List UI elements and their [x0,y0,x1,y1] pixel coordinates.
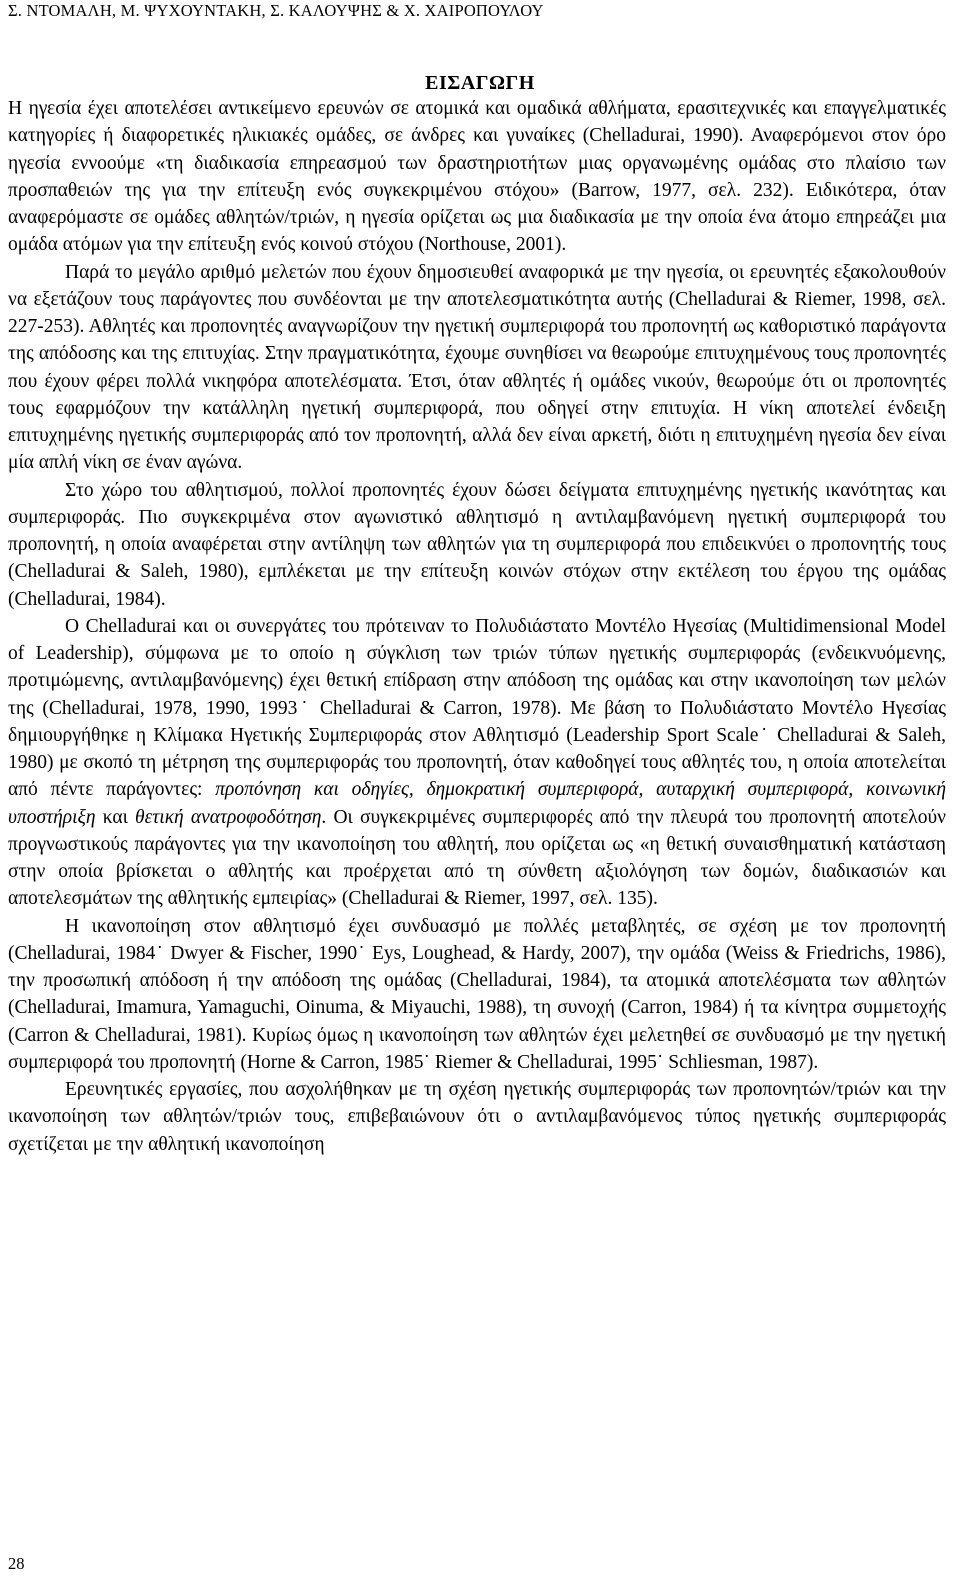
section-title: ΕΙΣΑΓΩΓΗ [425,72,535,94]
paragraph-4-italic-feedback: θετική ανατροφοδότηση [135,806,322,828]
paragraph-4 [8,613,946,913]
paragraph-4-text-b: και [95,806,136,828]
paragraph-2: Παρά το μεγάλο αριθμό μελετών που έχουν δημοσιευθεί αναφορικά με την ηγεσία, οι ερευνητές εξακολουθούν να εξετάζουν τους παράγοντες που συνδέονται με την αποτελεσματικότητα αυτής (Chelladurai & Riemer, 1998, σελ. 227-253). Αθλητές και προπονητές αναγνωρίζουν την ηγετική συμπεριφορά του προπονητή ως καθοριστικό παράγοντα της απόδοσης και της επιτυχίας. Στην πραγματικότητα, έχουμε συνηθίσει να θεωρούμε επιτυχημένους τους προπονητές που έχουν φέρει πολλά νικηφόρα αποτελέσματα. Έτσι, όταν αθλητές ή ομάδες νικούν, θεωρούμε ότι οι προπονητές τους εφαρμόζουν την κατάλληλη ηγετική συμπεριφορά, που οδηγεί στην επιτυχία. Η νίκη αποτελεί ένδειξη επιτυχημένης ηγετικής συμπεριφοράς από τον προπονητή, αλλά δεν είναι αρκετή, διότι η επιτυχημένη ηγεσία δεν είναι μία απλή νίκη σε έναν αγώνα. [8,261,946,474]
body-text [8,95,946,1158]
paragraph-4-text-c: . Οι συγκεκριμένες συμπεριφορές από την πλευρά του προπονητή αποτελούν προγνωστικούς παράγοντες για την ικανοποίηση του αθλητή, που ορίζεται ως «η θετική συναισθηματική κατάσταση στην οποία βρίσκεται ο αθλητής και προέρχεται από τη σύνθετη αξιολόγηση των δομών, διαδικασιών και αποτελεσμάτων της αθλητικής εμπειρίας» (Chelladurai & Riemer, 1997, σελ. 135). [8,806,946,910]
paragraph-3: Στο χώρο του αθλητισμού, πολλοί προπονητές έχουν δώσει δείγματα επιτυχημένης ηγετικής ικανότητας και συμπεριφοράς. Πιο συγκεκριμένα στον αγωνιστικό αθλητισμό η αντιλαμβανόμενη ηγετική συμπεριφορά του προπονητή, η οποία αναφέρεται στην αντίληψη των αθλητών για τη συμπεριφορά που επιδεικνύει ο προπονητής τους (Chelladurai & Saleh, 1980), εμπλέκεται με την επίτευξη κοινών στόχων στην εκτέλεση του έργου της ομάδας (Chelladurai, 1984). [8,479,946,610]
paragraph-4-italic-factors: προπόνηση και οδηγίες, δημοκρατική συμπεριφορά, αυταρχική συμπεριφορά, κοινωνική υποστήριξη [8,779,946,828]
paragraph-4-text-a: Ο Chelladurai και οι συνεργάτες του πρότειναν το Πολυδιάστατο Μοντέλο Ηγεσίας (Multidimensional Model of Leadership), σύμφωνα με το οποίο η σύγκλιση των τριών τύπων ηγετικής συμπεριφοράς (ενδεικνυόμενης, προτιμώμενης, αντιλαμβανόμενης) έχει θετική επίδραση στην απόδοση της ομάδας και στην ικανοποίηση των μελών της (Chelladurai, 1978, 1990, 1993˙ Chelladurai & Carron, 1978). Με βάση το Πολυδιάστατο Μοντέλο Ηγεσίας δημιουργήθηκε η Κλίμακα Ηγετικής Συμπεριφοράς στον Αθλητισμό (Leadership Sport Scale˙ Chelladurai & Saleh, 1980) με σκοπό τη μέτρηση της συμπεριφοράς του προπονητή, όταν καθοδηγεί τους αθλητές του, η οποία αποτελείται από πέντε παράγοντες: [8,615,946,801]
paragraph-5: Η ικανοποίηση στον αθλητισμό έχει συνδυασμό με πολλές μεταβλητές, σε σχέση με τον προπονητή (Chelladurai, 1984˙ Dwyer & Fischer, 1990˙ Eys, Loughead, & Hardy, 2007), την ομάδα (Weiss & Friedrichs, 1986), την προσωπική απόδοση ή την απόδοση της ομάδας (Chelladurai, 1984), τα ατομικά αποτελέσματα των αθλητών (Chelladurai, Imamura, Yamaguchi, Oinuma, & Miyauchi, 1988), τη συνοχή (Carron, 1984) ή τα κίνητρα συμμετοχής (Carron & Chelladurai, 1981). Κυρίως όμως η ικανοποίηση των αθλητών έχει μελετηθεί σε συνδυασμό με την ηγετική συμπεριφορά του προπονητή (Horne & Carron, 1985˙ Riemer & Chelladurai, 1995˙ Schliesman, 1987). [8,915,946,1073]
paragraph-1: Η ηγεσία έχει αποτελέσει αντικείμενο ερευνών σε ατομικά και ομαδικά αθλήματα, ερασιτεχνικές και επαγγελματικές κατηγορίες ή διαφορετικές ηλικιακές ομάδες, σε άνδρες και γυναίκες (Chelladurai, 1990). Αναφερόμενοι στον όρο ηγεσία εννοούμε «τη διαδικασία επηρεασμού των δραστηριοτήτων μιας οργανωμένης ομάδας στο πλαίσιο των προσπαθειών της για την επίτευξη ενός συγκεκριμένου στόχου» (Barrow, 1977, σελ. 232). Ειδικότερα, όταν αναφερόμαστε σε ομάδες αθλητών/τριών, η ηγεσία ορίζεται ως μια διαδικασία με την οποία ένα άτομο επηρεάζει μια ομάδα ατόμων για την επίτευξη ενός κοινού στόχου (Northouse, 2001). [8,98,946,256]
paragraph-6: Ερευνητικές εργασίες, που ασχολήθηκαν με τη σχέση ηγετικής συμπεριφοράς των προπονητών/τριών και την ικανοποίηση των αθλητών/τριών τους, επιβεβαιώνουν ότι ο αντιλαμβανόμενος τύπος ηγετικής συμπεριφοράς σχετίζεται με την αθλητική ικανοποίηση [8,1079,946,1155]
running-header-authors: Σ. ΝΤΟΜΑΛΗ, Μ. ΨΥΧΟΥΝΤΑΚΗ, Σ. ΚΑΛΟΥΨΗΣ & Χ. ΧΑΙΡΟΠΟΥΛΟΥ [8,1,544,20]
page-number: 28 [8,1554,25,1573]
